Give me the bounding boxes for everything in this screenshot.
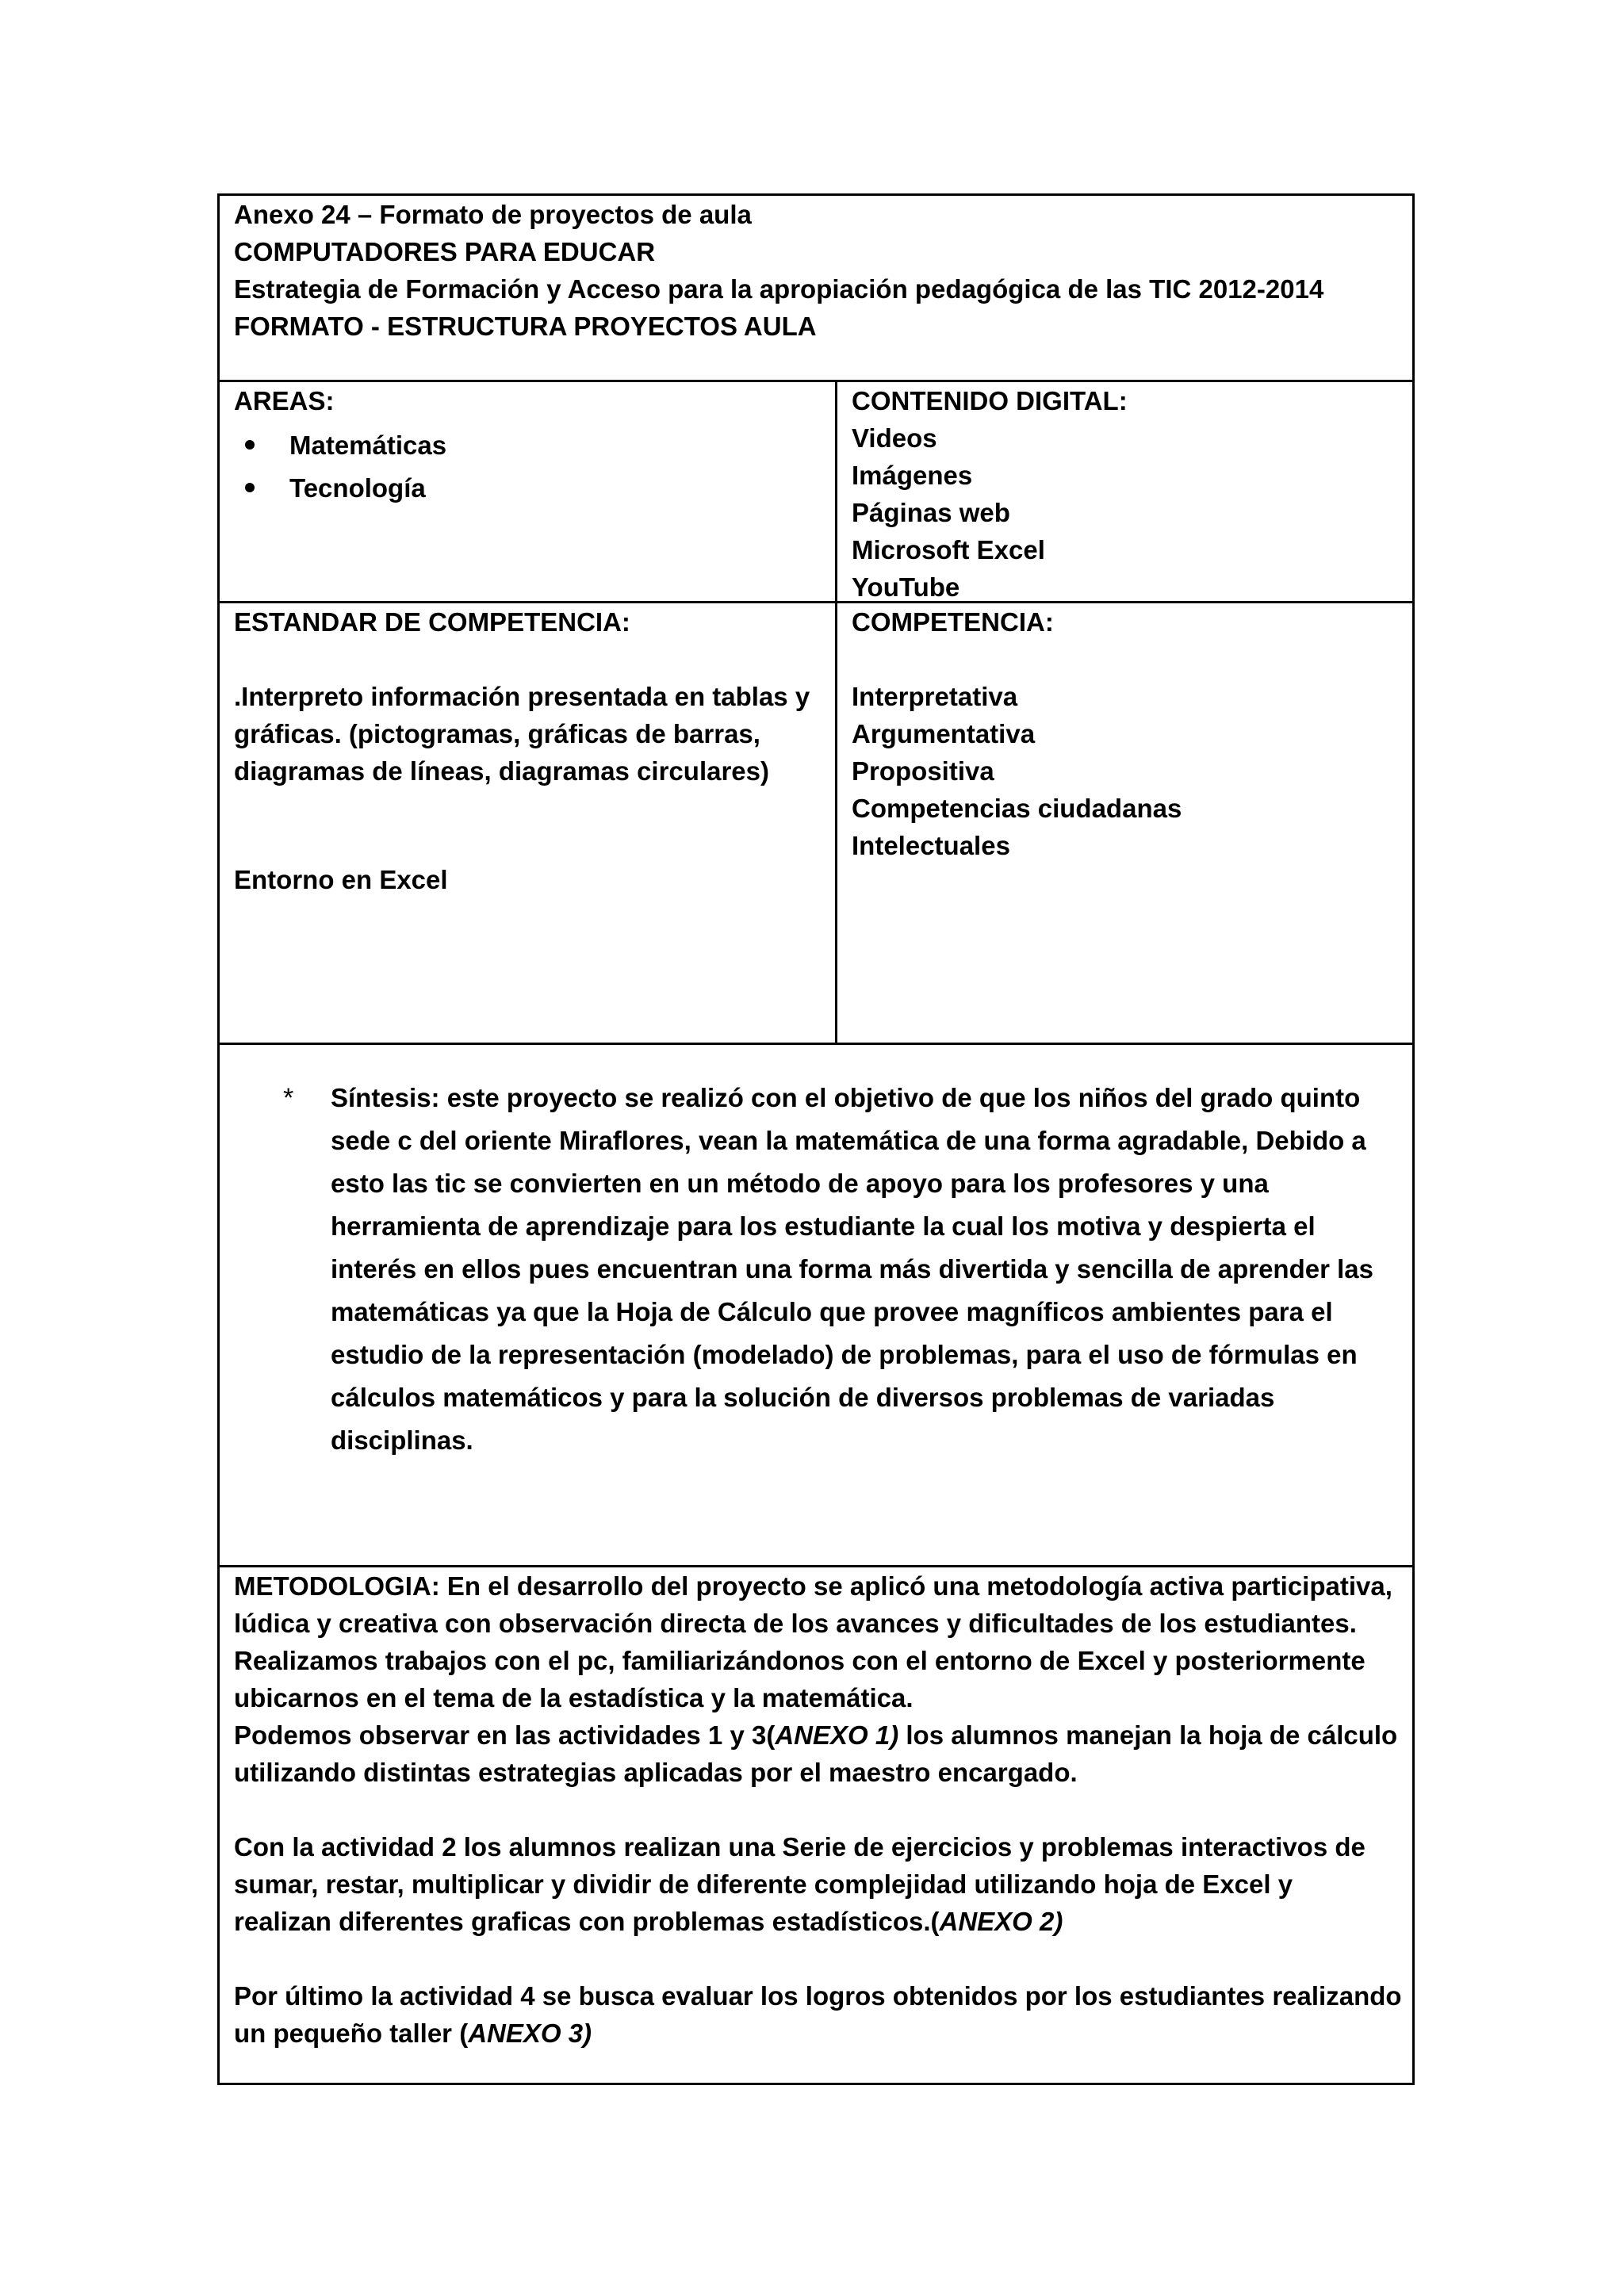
list-item: Microsoft Excel — [852, 535, 1045, 564]
methodology-line: Podemos observar en las actividades 1 y 3(ANEXO 1) los alumnos manejan la hoja de cálculo — [234, 1720, 1398, 1750]
standard-line: diagramas de líneas, diagramas circulares) — [234, 756, 770, 786]
digital-content-cell — [835, 380, 1415, 603]
standard-environment: Entorno en Excel — [234, 865, 448, 894]
methodology-cell — [217, 1565, 1415, 2085]
synthesis-line: interés en ellos pues encuentran una forma más divertida y sencilla de aprender las — [331, 1254, 1373, 1284]
list-item: Páginas web — [852, 498, 1010, 527]
synthesis-line: cálculos matemáticos y para la solución de diversos problemas de variadas — [331, 1383, 1275, 1412]
digital-content-label: CONTENIDO DIGITAL: — [852, 386, 1128, 415]
list-item: Tecnología — [289, 467, 835, 510]
header-cell — [217, 193, 1415, 382]
areas-list — [234, 424, 835, 510]
list-item: Argumentativa — [852, 719, 1036, 748]
areas-label: AREAS: — [234, 386, 335, 415]
list-item: YouTube — [852, 572, 960, 602]
methodology-line: utilizando distintas estrategias aplicadas por el maestro encargado. — [234, 1758, 1078, 1787]
annex-title: Anexo 24 – Formato de proyectos de aula — [234, 200, 752, 229]
list-item: Interpretativa — [852, 682, 1018, 711]
annex-3-reference: ANEXO 3) — [468, 2019, 592, 2048]
methodology-text — [234, 1567, 1412, 2052]
synthesis-line: sede c del oriente Miraflores, vean la matemática de una forma agradable, Debido a — [331, 1126, 1366, 1155]
methodology-line: Por último la actividad 4 se busca evaluar los logros obtenidos por los estudiantes realizando — [234, 1981, 1402, 2011]
program-name: COMPUTADORES PARA EDUCAR — [234, 237, 656, 266]
standard-line: gráficas. (pictogramas, gráficas de barras, — [234, 719, 760, 748]
annex-1-reference: ANEXO 1) — [775, 1720, 899, 1750]
list-item: Propositiva — [852, 756, 994, 786]
bullet-icon — [245, 440, 255, 450]
competency-cell — [835, 601, 1415, 1045]
areas-cell — [217, 380, 837, 603]
list-item: Competencias ciudadanas — [852, 794, 1182, 823]
standard-label: ESTANDAR DE COMPETENCIA: — [234, 607, 630, 637]
synthesis-line: matemáticas ya que la Hoja de Cálculo que provee magníficos ambientes para el — [331, 1297, 1333, 1326]
standard-line: .Interpreto información presentada en tablas y — [234, 682, 810, 711]
synthesis-line: estudio de la representación (modelado) de problemas, para el uso de fórmulas en — [331, 1340, 1358, 1369]
methodology-line: METODOLOGIA: En el desarrollo del proyecto se aplicó una metodología activa participativa, — [234, 1571, 1392, 1601]
synthesis-line: esto las tic se convierten en un método de apoyo para los profesores y una — [331, 1169, 1269, 1198]
synthesis-line: herramienta de aprendizaje para los estudiante la cual los motiva y despierta el — [331, 1211, 1316, 1241]
synthesis-text — [331, 1077, 1401, 1462]
methodology-line: lúdica y creativa con observación directa de los avances y dificultades de los estudiantes. — [234, 1609, 1357, 1638]
synthesis-cell — [217, 1043, 1415, 1567]
project-format-table — [217, 193, 1415, 2085]
methodology-line: Con la actividad 2 los alumnos realizan una Serie de ejercicios y problemas interactivos de — [234, 1832, 1365, 1862]
synthesis-line: disciplinas. — [331, 1425, 473, 1455]
competency-label: COMPETENCIA: — [852, 607, 1054, 637]
asterisk-bullet-icon: * — [283, 1083, 294, 1113]
methodology-line: sumar, restar, multiplicar y dividir de diferente complejidad utilizando hoja de Excel y — [234, 1869, 1293, 1899]
annex-2-reference: ANEXO 2) — [939, 1907, 1063, 1936]
methodology-line: ubicarnos en el tema de la estadística y la matemática. — [234, 1683, 914, 1712]
list-item: Intelectuales — [852, 831, 1010, 860]
synthesis-line: Síntesis: este proyecto se realizó con el objetivo de que los niños del grado quinto — [331, 1083, 1361, 1112]
bullet-icon — [245, 483, 255, 492]
list-item: Imágenes — [852, 461, 973, 490]
strategy-title: Estrategia de Formación y Acceso para la apropiación pedagógica de las TIC 2012-2014 — [234, 274, 1324, 304]
list-item: Matemáticas — [289, 424, 835, 467]
methodology-line: realizan diferentes graficas con problemas estadísticos.(ANEXO 2) — [234, 1907, 1063, 1936]
format-title: FORMATO - ESTRUCTURA PROYECTOS AULA — [234, 312, 817, 341]
methodology-line: Realizamos trabajos con el pc, familiarizándonos con el entorno de Excel y posteriormente — [234, 1646, 1365, 1675]
list-item: Videos — [852, 423, 937, 453]
competency-standard-cell — [217, 601, 837, 1045]
methodology-line: un pequeño taller (ANEXO 3) — [234, 2019, 592, 2048]
